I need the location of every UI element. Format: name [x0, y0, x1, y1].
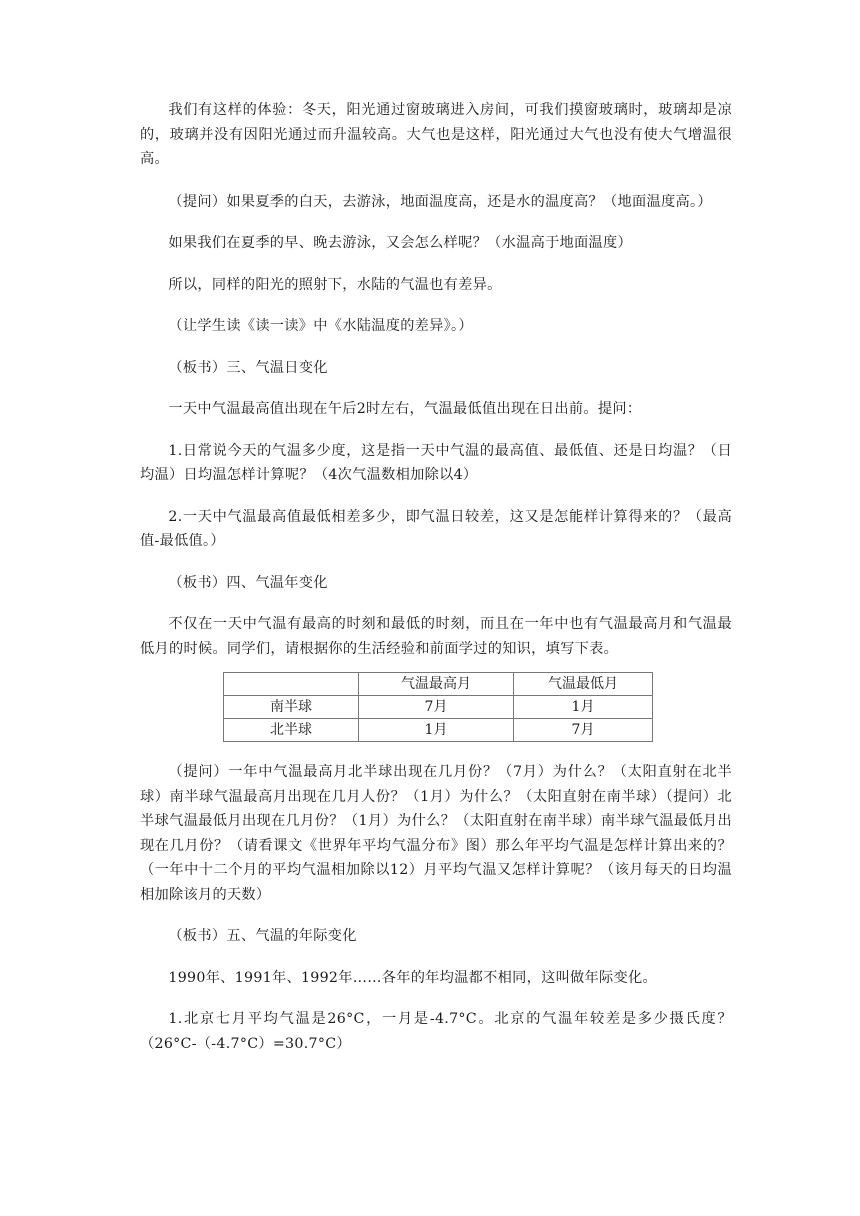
- paragraph: （提问）一年中气温最高月北半球出现在几月份？（7月）为什么？（太阳直射在北半球）南半球气温最高月出现在几月人份？（1月）为什么？（太阳直射在南半球）（提问）北半球气温最低月出现在几月份？（1月）为什么？（太阳直射在南半球）南半球气温最低月出现在几月份？（请看课文《世界年平均气温分布》图）那么年平均气温是怎样计算出来的？（一年中十二个月的平均气温相加除以12）月平均气温又怎样计算呢？（该月每天的日均温相加除该月的天数）: [140, 764, 732, 903]
- table-cell: 1月: [359, 719, 514, 742]
- temperature-month-table: [223, 672, 653, 742]
- table-cell: 7月: [514, 719, 653, 742]
- paragraph: 如果我们在夏季的早、晚去游泳，又会怎么样呢？（水温高于地面温度）: [168, 235, 632, 251]
- table-header-cell: [224, 673, 359, 696]
- section-heading: （板书）三、气温日变化: [168, 359, 328, 376]
- paragraph: 所以，同样的阳光的照射下，水陆的气温也有差异。: [168, 276, 502, 293]
- table-cell: 南半球: [224, 696, 359, 719]
- paragraph: （提问）如果夏季的白天，去游泳，地面温度高，还是水的温度高？（地面温度高。）: [168, 193, 712, 210]
- table-cell: 7月: [359, 696, 514, 719]
- table-row: [224, 696, 653, 719]
- table-container: [140, 672, 732, 742]
- section-heading: （板书）五、气温的年际变化: [168, 928, 357, 944]
- numbered-item: 1.日常说今天的气温多少度，这是指一天中气温的最高值、最低值、还是日均温？（日均温）日均温怎样计算呢？（4次气温数相加除以4）: [140, 442, 732, 483]
- numbered-item: 2.一天中气温最高值最低相差多少，即气温日较差，这又是怎能样计算得来的？（最高值-最低值。）: [140, 508, 732, 549]
- table-header-row: [224, 673, 653, 696]
- table-cell: 1月: [514, 696, 653, 719]
- document-page: [140, 98, 732, 1073]
- paragraph: （让学生读《读一读》中《水陆温度的差异》。）: [168, 318, 473, 334]
- paragraph: 1990年、1991年、1992年……各年的年均温都不相同，这叫做年际变化。: [168, 969, 657, 986]
- numbered-item: 1.北京七月平均气温是26°C，一月是-4.7°C。北京的气温年较差是多少摄氏度？（26°C-（-4.7°C）=30.7°C）: [140, 1011, 732, 1052]
- table-cell: 北半球: [224, 719, 359, 742]
- table-header-cell: 气温最高月: [359, 673, 514, 696]
- paragraph: 不仅在一天中气温有最高的时刻和最低的时刻，而且在一年中也有气温最高月和气温最低月的时候。同学们，请根据你的生活经验和前面学过的知识，填写下表。: [140, 616, 732, 657]
- table-row: [224, 719, 653, 742]
- table-header-cell: 气温最低月: [514, 673, 653, 696]
- section-heading: （板书）四、气温年变化: [168, 574, 328, 591]
- paragraph: 我们有这样的体验：冬天，阳光通过窗玻璃进入房间，可我们摸窗玻璃时，玻璃却是凉的，玻璃并没有因阳光通过而升温较高。大气也是这样，阳光通过大气也没有使大气增温很高。: [140, 102, 732, 167]
- paragraph: 一天中气温最高值出现在午后2时左右，气温最低值出现在日出前。提问：: [168, 401, 642, 417]
